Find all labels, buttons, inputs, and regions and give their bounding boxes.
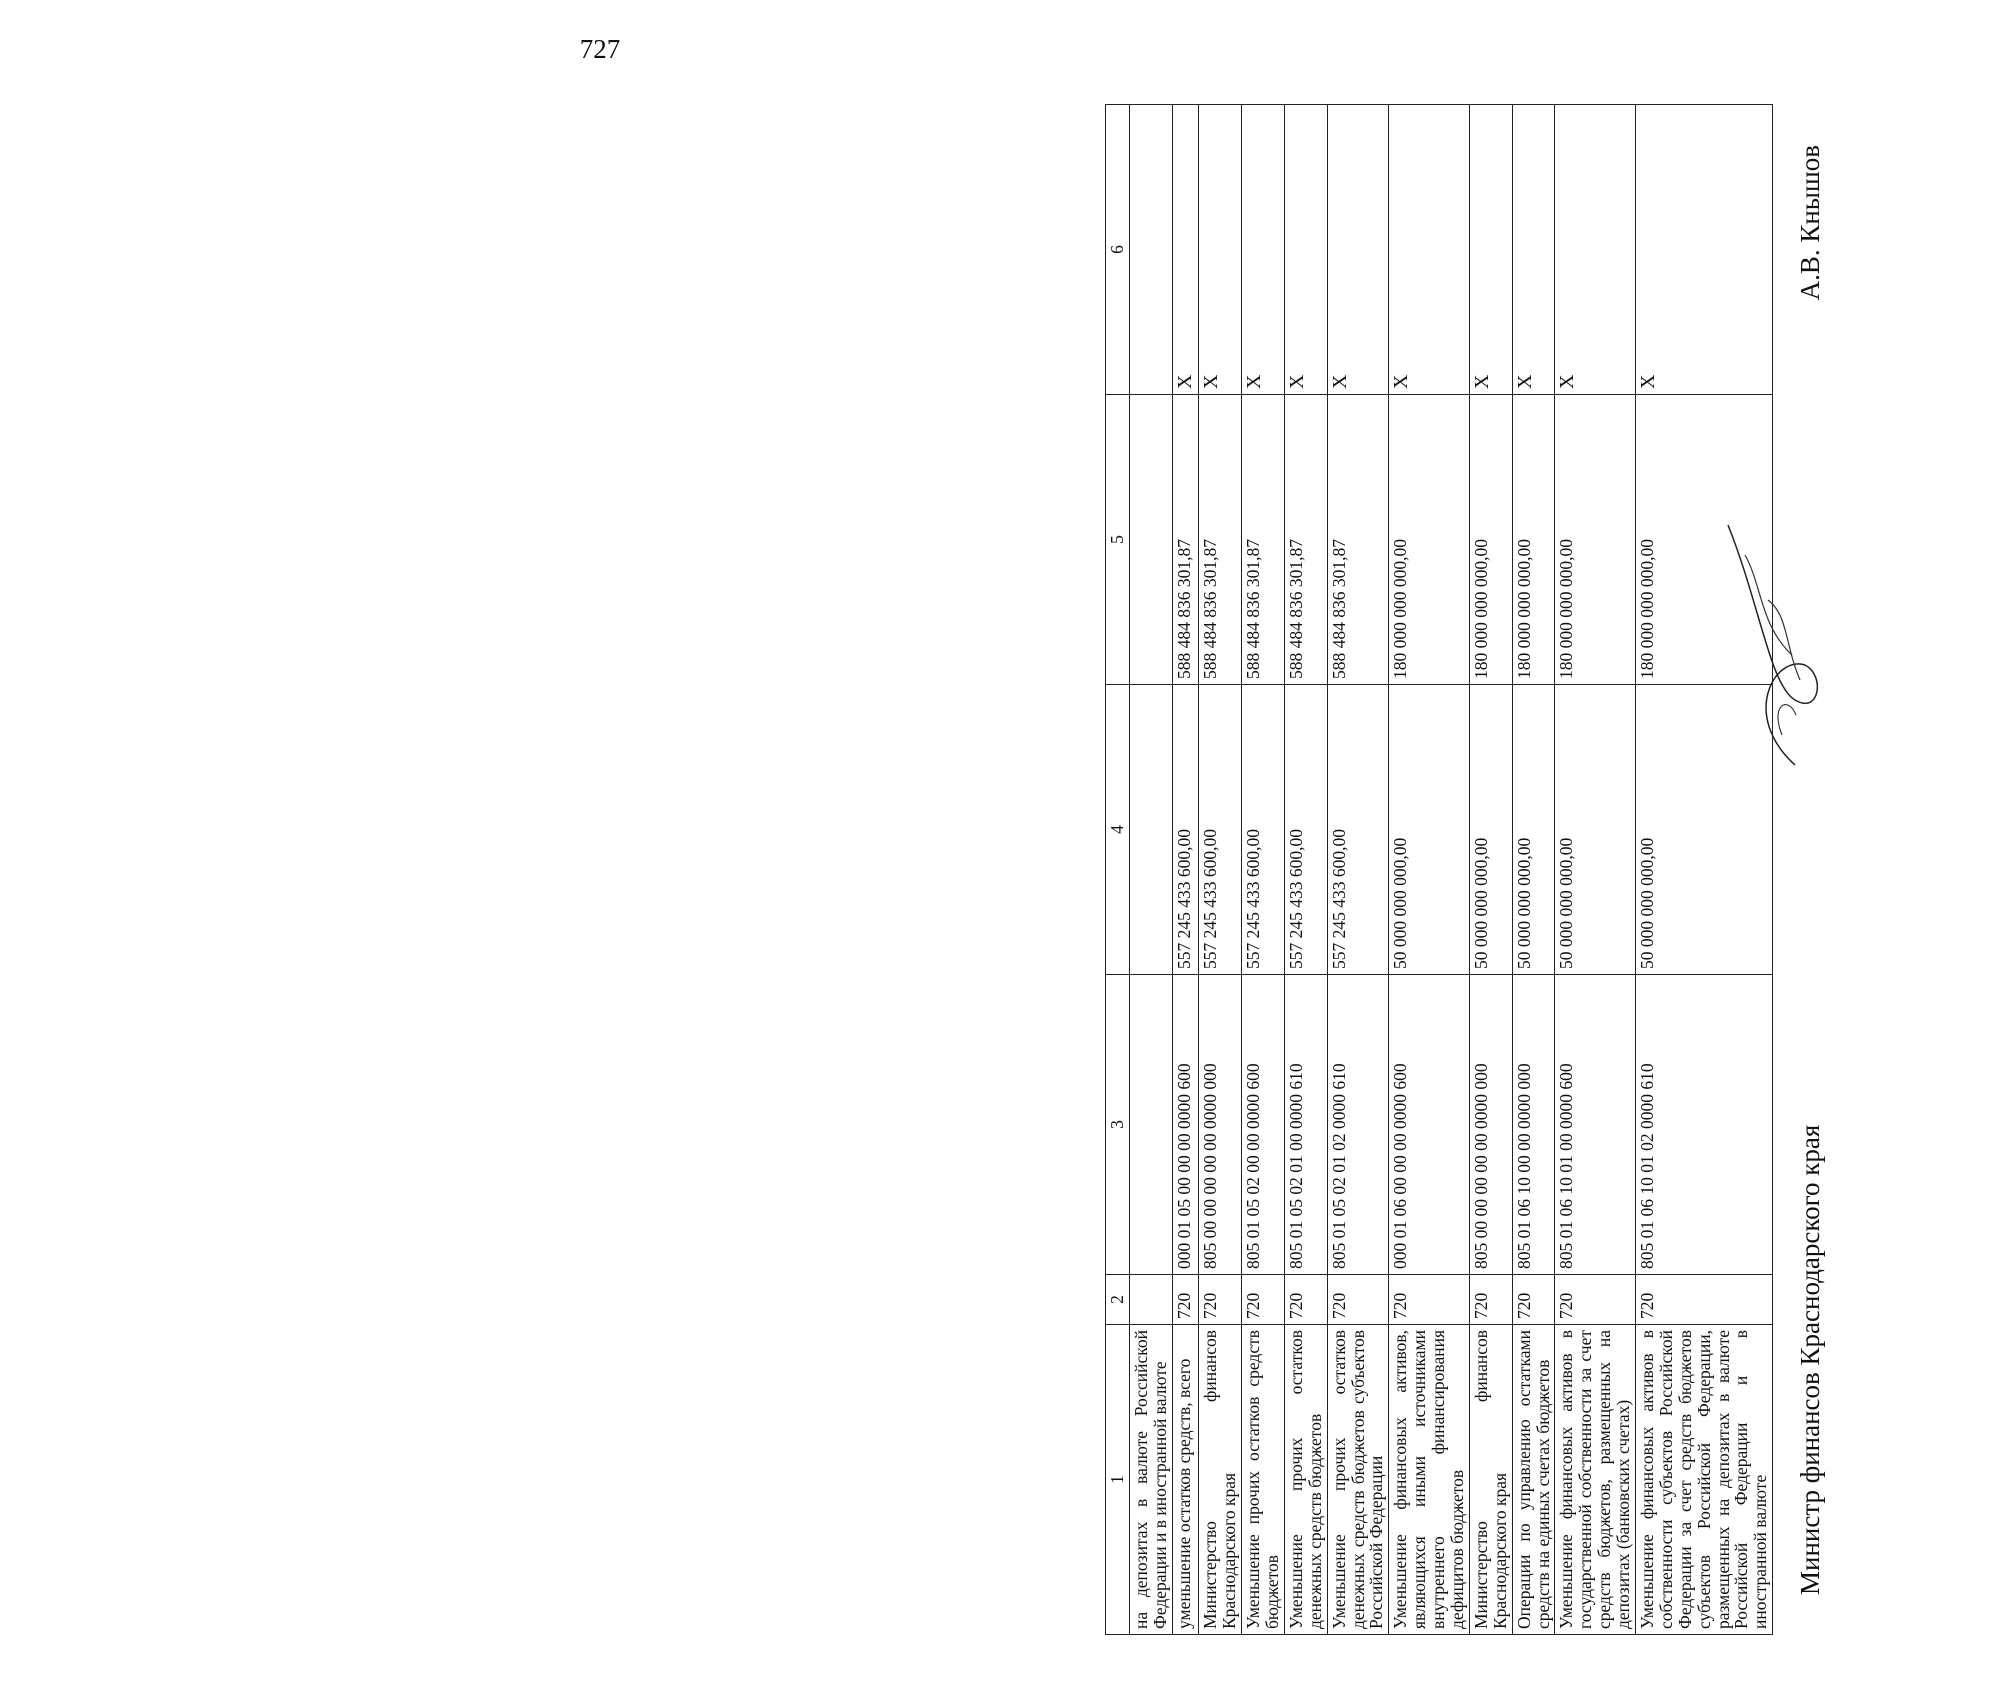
table-cell-col-4: 50 000 000 000,00 [1512, 685, 1555, 975]
table-cell-col-4: 557 245 433 600,00 [1284, 685, 1327, 975]
table-row [1284, 105, 1327, 1635]
table-cell-col-6: X [1327, 105, 1389, 395]
table-cell-col-1: Операции по управлению остатками средств на единых счетах бюджетов [1512, 1325, 1555, 1635]
table-cell-col-2: 720 [1555, 1275, 1636, 1325]
table-header-row [1106, 105, 1130, 1635]
table-cell-col-2: 720 [1284, 1275, 1327, 1325]
table-row [1555, 105, 1636, 1635]
table-cell-col-6: X [1555, 105, 1636, 395]
table-cell-col-3: 805 01 06 10 01 02 0000 610 [1635, 975, 1772, 1275]
table-body [1129, 105, 1772, 1635]
column-header-5: 5 [1106, 395, 1130, 685]
table-cell-col-6: X [1469, 105, 1512, 395]
table-cell-col-6 [1129, 105, 1172, 395]
minister-name: А.В. Кнышов [1795, 145, 1825, 301]
table-cell-col-3: 805 00 00 00 00 00 0000 000 [1199, 975, 1242, 1275]
table-cell-col-6: X [1635, 105, 1772, 395]
table-row [1389, 105, 1470, 1635]
table-cell-col-2: 720 [1512, 1275, 1555, 1325]
table-row [1242, 105, 1285, 1635]
table-cell-col-4: 50 000 000 000,00 [1469, 685, 1512, 975]
table-cell-col-1: уменьшение остатков средств, всего [1172, 1325, 1199, 1635]
table-cell-col-5: 180 000 000 000,00 [1469, 395, 1512, 685]
table-cell-col-5: 180 000 000 000,00 [1555, 395, 1636, 685]
table-cell-col-5: 180 000 000 000,00 [1512, 395, 1555, 685]
table-cell-col-1: Уменьшение финансовых активов, являющихся иными источниками внутреннего финансирования дефицитов бюджетов [1389, 1325, 1470, 1635]
column-header-1: 1 [1106, 1325, 1130, 1635]
table-cell-col-6: X [1512, 105, 1555, 395]
table-cell-col-5: 588 484 836 301,87 [1327, 395, 1389, 685]
table-cell-col-2: 720 [1327, 1275, 1389, 1325]
column-header-6: 6 [1106, 105, 1130, 395]
table-cell-col-3: 805 01 05 02 01 00 0000 610 [1284, 975, 1327, 1275]
table-cell-col-1: Уменьшение прочих остатков средств бюджетов [1242, 1325, 1285, 1635]
table-cell-col-3: 805 01 05 02 00 00 0000 600 [1242, 975, 1285, 1275]
signature-block [1795, 145, 1835, 1595]
table-cell-col-4: 50 000 000 000,00 [1635, 685, 1772, 975]
table-cell-col-1: Уменьшение финансовых активов в собственности субъектов Российской Федерации за счет средств бюджетов субъектов Российской Федерации, размещенных на депозитах в валюте Российской Федерации и в иностранной валюте [1635, 1325, 1772, 1635]
table-cell-col-5: 588 484 836 301,87 [1199, 395, 1242, 685]
table-cell-col-1: Уменьшение прочих остатков денежных средств бюджетов субъектов Российской Федерации [1327, 1325, 1389, 1635]
table-cell-col-5: 588 484 836 301,87 [1284, 395, 1327, 685]
table-cell-col-3 [1129, 975, 1172, 1275]
budget-sources-table [1105, 104, 1773, 1635]
table-row [1129, 105, 1172, 1635]
table-cell-col-3: 805 01 05 02 01 02 0000 610 [1327, 975, 1389, 1275]
column-header-3: 3 [1106, 975, 1130, 1275]
table-cell-col-5: 588 484 836 301,87 [1172, 395, 1199, 685]
table-cell-col-4: 557 245 433 600,00 [1242, 685, 1285, 975]
table-row [1327, 105, 1389, 1635]
table-cell-col-2: 720 [1242, 1275, 1285, 1325]
table-cell-col-3: 000 01 05 00 00 00 0000 600 [1172, 975, 1199, 1275]
handwritten-signature [1700, 515, 1830, 775]
table-cell-col-1: Министерство финансов Краснодарского края [1199, 1325, 1242, 1635]
table-row [1199, 105, 1242, 1635]
table-cell-col-6: X [1242, 105, 1285, 395]
table-cell-col-1: Уменьшение прочих остатков денежных средств бюджетов [1284, 1325, 1327, 1635]
table-cell-col-2 [1129, 1275, 1172, 1325]
table-cell-col-3: 000 01 06 00 00 00 0000 600 [1389, 975, 1470, 1275]
table-row [1635, 105, 1772, 1635]
table-cell-col-3: 805 00 00 00 00 00 0000 000 [1469, 975, 1512, 1275]
table-cell-col-5: 588 484 836 301,87 [1242, 395, 1285, 685]
column-header-4: 4 [1106, 685, 1130, 975]
table-row [1172, 105, 1199, 1635]
table-cell-col-3: 805 01 06 10 00 00 0000 000 [1512, 975, 1555, 1275]
column-header-2: 2 [1106, 1275, 1130, 1325]
table-cell-col-4: 557 245 433 600,00 [1199, 685, 1242, 975]
table-cell-col-6: X [1389, 105, 1470, 395]
table-row [1469, 105, 1512, 1635]
table-cell-col-1: Министерство финансов Краснодарского края [1469, 1325, 1512, 1635]
table-cell-col-1: на депозитах в валюте Российской Федерации и в иностранной валюте [1129, 1325, 1172, 1635]
table-cell-col-4: 50 000 000 000,00 [1555, 685, 1636, 975]
table-cell-col-1: Уменьшение финансовых активов в государственной собственности за счет средств бюджетов, размещенных на депозитах (банковских счетах) [1555, 1325, 1636, 1635]
table-cell-col-2: 720 [1635, 1275, 1772, 1325]
table-cell-col-5: 180 000 000 000,00 [1389, 395, 1470, 685]
page-number: 727 [579, 34, 621, 64]
minister-title: Министр финансов Краснодарского края [1795, 1124, 1825, 1595]
table-cell-col-5 [1129, 395, 1172, 685]
table-cell-col-6: X [1284, 105, 1327, 395]
table-cell-col-2: 720 [1199, 1275, 1242, 1325]
table-cell-col-6: X [1199, 105, 1242, 395]
table-cell-col-2: 720 [1389, 1275, 1470, 1325]
table-cell-col-3: 805 01 06 10 01 00 0000 600 [1555, 975, 1636, 1275]
table-cell-col-2: 720 [1172, 1275, 1199, 1325]
table-cell-col-6: X [1172, 105, 1199, 395]
table-cell-col-4: 557 245 433 600,00 [1172, 685, 1199, 975]
table-cell-col-4: 557 245 433 600,00 [1327, 685, 1389, 975]
rotated-content [1090, 105, 2010, 1635]
table-cell-col-5: 180 000 000 000,00 [1635, 395, 1772, 685]
table-row [1512, 105, 1555, 1635]
table-cell-col-4 [1129, 685, 1172, 975]
table-cell-col-4: 50 000 000 000,00 [1389, 685, 1470, 975]
table-cell-col-2: 720 [1469, 1275, 1512, 1325]
